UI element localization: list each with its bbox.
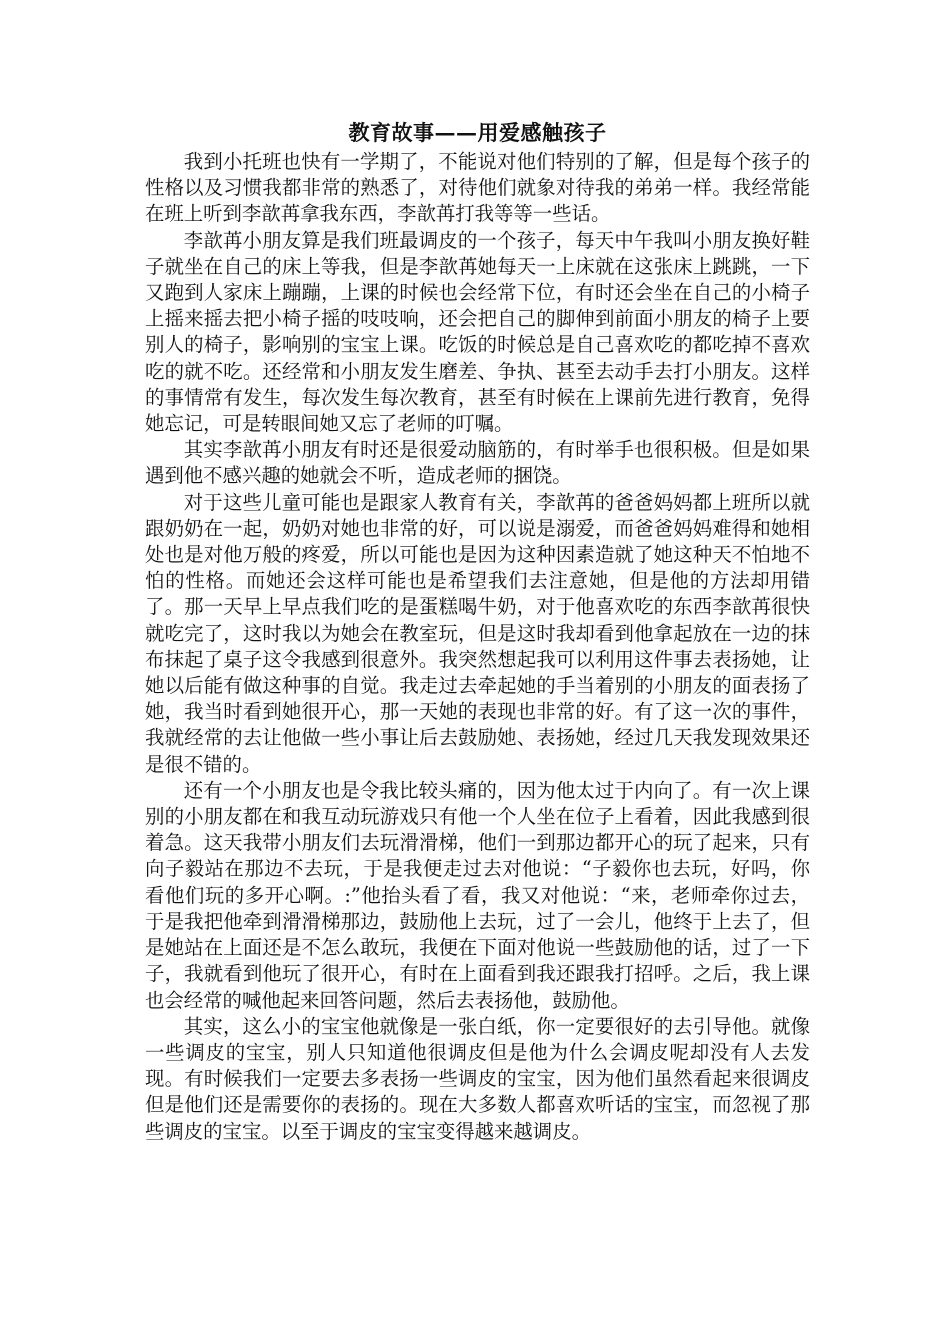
paragraph: 还有一个小朋友也是令我比较头痛的，因为他太过于内向了。有一次上课别的小朋友都在和我互动玩游戏只有他一个人坐在位子上看着，因此我感到很着急。这天我带小朋友们去玩滑滑梯，他们一到那边都开心的玩了起来，只有向子毅站在那边不去玩，于是我便走过去对他说：“子毅你也去玩，好吗，你看他们玩的多开心啊。:”他抬头看了看，我又对他说：“来，老师牵你过去，于是我把他牵到滑滑梯那边，鼓励他上去玩，过了一会儿，他终于上去了，但是她站在上面还是不怎么敢玩，我便在下面对他说一些鼓励他的话，过了一下子，我就看到他玩了很开心，有时在上面看到我还跟我打招呼。之后，我上课也会经常的喊他起来回答问题，然后去表扬他，鼓励他。 [145,778,810,1012]
paragraph: 李歆苒小朋友算是我们班最调皮的一个孩子，每天中午我叫小朋友换好鞋子就坐在自己的床上等我，但是李歆苒她每天一上床就在这张床上跳跳，一下又跑到人家床上蹦蹦，上课的时候也会经常下位，有时还会坐在自己的小椅子上摇来摇去把小椅子摇的吱吱响，还会把自己的脚伸到前面小朋友的椅子上要别人的椅子，影响别的宝宝上课。吃饭的时候总是自己喜欢吃的都吃掉不喜欢吃的就不吃。还经常和小朋友发生磨差、争执、甚至去动手去打小朋友。这样的事情常有发生，每次发生每次教育，甚至有时候在上课前先进行教育，免得她忘记，可是转眼间她又忘了老师的叮嘱。 [145,228,810,436]
paragraph: 对于这些儿童可能也是跟家人教育有关，李歆苒的爸爸妈妈都上班所以就跟奶奶在一起，奶奶对她也非常的好，可以说是溺爱，而爸爸妈妈难得和她相处也是对他万般的疼爱，所以可能也是因为这种因素造就了她这种天不怕地不怕的性格。而她还会这样可能也是希望我们去注意她，但是他的方法却用错了。那一天早上早点我们吃的是蛋糕喝牛奶，对于他喜欢吃的东西李歆苒很快就吃完了，这时我以为她会在教室玩，但是这时我却看到他拿起放在一边的抹布抹起了桌子这令我感到很意外。我突然想起我可以利用这件事去表扬她，让她以后能有做这种事的自觉。我走过去牵起她的手当着别的小朋友的面表扬了她，我当时看到她很开心，那一天她的表现也非常的好。有了这一次的事件，我就经常的去让他做一些小事让后去鼓励她、表扬她，经过几天我发现效果还是很不错的。 [145,490,810,776]
paragraph: 我到小托班也快有一学期了，不能说对他们特别的了解，但是每个孩子的性格以及习惯我都非常的熟悉了，对待他们就象对待我的弟弟一样。我经常能在班上听到李歆苒拿我东西，李歆苒打我等等一些话。 [145,150,810,226]
paragraph: 其实，这么小的宝宝他就像是一张白纸，你一定要很好的去引导他。就像一些调皮的宝宝，别人只知道他很调皮但是他为什么会调皮呢却没有人去发现。有时候我们一定要去多表扬一些调皮的宝宝，因为他们虽然看起来很调皮但是他们还是需要你的表扬的。现在大多数人都喜欢听话的宝宝，而忽视了那些调皮的宝宝。以至于调皮的宝宝变得越来越调皮。 [145,1014,810,1143]
document-title: 教育故事——用爱感触孩子 [348,120,607,145]
document-body [145,118,810,1145]
paragraph: 其实李歆苒小朋友有时还是很爱动脑筋的，有时举手也很积极。但是如果遇到他不感兴趣的她就会不听，造成老师的捆饶。 [145,438,810,488]
